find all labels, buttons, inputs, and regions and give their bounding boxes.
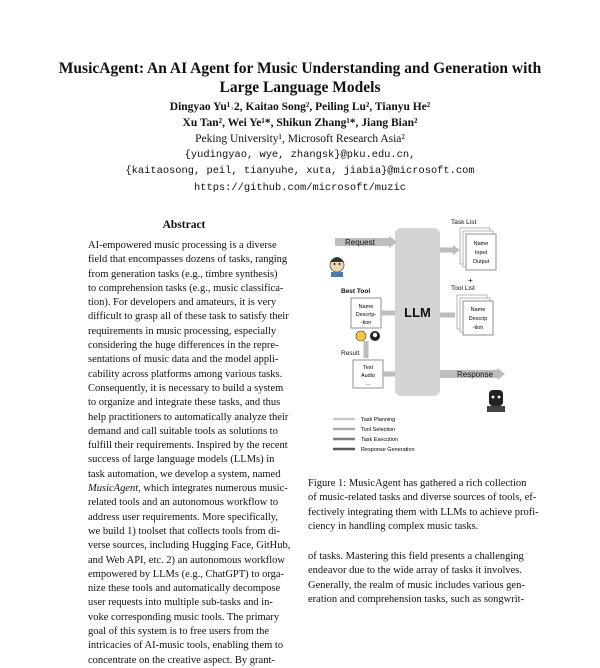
abstract-line: empowered by LLMs (e.g., ChatGPT) to orga- bbox=[88, 568, 285, 580]
legend-task-execution: Task Execution bbox=[361, 437, 398, 443]
authors-line-2: Xu Tan², Wei Ye¹*, Shikun Zhang¹*, Jiang Bian² bbox=[182, 117, 418, 129]
system-name-italic: MusicAgent bbox=[88, 483, 139, 495]
result-more: ... bbox=[365, 381, 371, 387]
title-line-2: Large Language Models bbox=[219, 79, 381, 96]
abstract-line: cability across platforms among various tasks. bbox=[88, 368, 283, 380]
abstract-line: user requests into multiple sub-tasks and in- bbox=[88, 597, 273, 609]
abstract-line: from generation tasks (e.g., timbre synthesis) bbox=[88, 268, 278, 280]
email-line-1: {yudingyao, wye, zhangsk}@pku.edu.cn, bbox=[184, 149, 416, 161]
result-text: Text bbox=[362, 365, 374, 371]
task-list-label: Task List bbox=[451, 219, 477, 226]
abstract-text bbox=[88, 239, 291, 668]
legend-task-planning: Task Planning bbox=[361, 417, 396, 423]
legend bbox=[333, 417, 415, 453]
tool-list-desc: Descrip bbox=[468, 316, 488, 322]
abstract-line: task automation, we develop a system, named bbox=[88, 468, 281, 480]
abstract-line: sentations of music data and the model appli- bbox=[88, 354, 279, 366]
caption-line: ciency in handling complex music tasks. bbox=[308, 520, 479, 532]
abstract-line: to organize and integrate these tasks, and thus bbox=[88, 397, 281, 409]
user-icon bbox=[330, 257, 344, 277]
best-tool-name: Name bbox=[358, 304, 374, 310]
abstract-heading: Abstract bbox=[162, 219, 206, 231]
affiliations: Peking University¹, Microsoft Research Asia² bbox=[195, 133, 405, 145]
agent-icon bbox=[487, 390, 505, 412]
legend-response-generation: Response Generation bbox=[361, 447, 415, 453]
author-block bbox=[0, 99, 600, 179]
abstract-line: demand and call suitable tools as solutions to bbox=[88, 425, 278, 437]
figure-caption bbox=[308, 477, 539, 534]
abstract-line: fulfill their requirements. Inspired by the recent bbox=[88, 440, 288, 452]
response-label: Response bbox=[457, 370, 494, 379]
abstract-line: MusicAgent, which integrates numerous music- bbox=[88, 483, 288, 495]
abstract-line: concentrate on the creative aspect. By grant- bbox=[88, 654, 275, 666]
llm-label: LLM bbox=[404, 305, 431, 320]
huggingface-icon bbox=[356, 331, 366, 341]
figure-1 bbox=[305, 210, 515, 462]
paper-title bbox=[0, 59, 600, 97]
body-line: eration and comprehension tasks, such as songwrit- bbox=[308, 593, 525, 605]
abstract-line: AI-empowered music processing is a diverse bbox=[88, 240, 277, 251]
abstract-line: Consequently, it is necessary to build a system bbox=[88, 382, 284, 394]
body-text bbox=[308, 550, 525, 607]
repo-url[interactable]: https://github.com/microsoft/muzic bbox=[193, 182, 406, 194]
caption-line: fectively integrating them with LLMs to achieve profi- bbox=[308, 506, 539, 518]
best-tool-label: Best Tool bbox=[341, 288, 371, 295]
abstract-line: nize these tools and automatically decompose bbox=[88, 583, 281, 595]
abstract-line: success of large language models (LLMs) in bbox=[88, 454, 275, 466]
caption-line: of music-related tasks and diverse sources of tools, ef- bbox=[308, 492, 537, 504]
plus-sign: + bbox=[468, 276, 473, 285]
body-line: of tasks. Mastering this field presents a challenging bbox=[308, 551, 524, 562]
task-output: Output bbox=[472, 259, 490, 265]
tool-list-desc2: -tion bbox=[472, 325, 484, 331]
abstract-line: and Web API, etc. 2) an autonomous workflow bbox=[88, 554, 285, 566]
abstract-line: verse sources, including Hugging Face, GitHub, bbox=[88, 540, 291, 552]
abstract-line: we build 1) toolset that collects tools from di- bbox=[88, 525, 280, 537]
abstract-line: help practitioners to automatically analyze their bbox=[88, 411, 289, 423]
title-line-1: MusicAgent: An AI Agent for Music Understanding and Generation with bbox=[58, 60, 542, 77]
abstract-line: voke corresponding music tools. The primary bbox=[88, 611, 280, 623]
task-name: Name bbox=[473, 241, 489, 247]
abstract-line: address user requirements. More specifically, bbox=[88, 511, 278, 523]
body-line: endeavor due to the wide array of tasks it involves. bbox=[308, 565, 523, 577]
abstract-line: field that encompasses dozens of tasks, ranging bbox=[88, 254, 288, 266]
tool-list-name: Name bbox=[470, 307, 486, 313]
abstract-line: difficult to grasp all of these task to satisfy their bbox=[88, 311, 289, 323]
abstract-line: intricacies of AI-music tools, enabling them to bbox=[88, 640, 284, 652]
abstract-line: related tools and an autonomous workflow to bbox=[88, 497, 279, 509]
legend-tool-selection: Tool Selection bbox=[361, 427, 396, 433]
result-audio: Audio bbox=[360, 373, 376, 379]
body-line: Generally, the realm of music includes various gen- bbox=[308, 579, 525, 591]
abstract-line: considering the huge differences in the repre- bbox=[88, 340, 279, 352]
authors-line-1: Dingyao Yu¹˒2, Kaitao Song², Peiling Lu², Tianyu He² bbox=[169, 101, 431, 113]
github-icon bbox=[370, 331, 380, 341]
caption-line: Figure 1: MusicAgent has gathered a rich collection bbox=[308, 478, 527, 489]
figure-1-diagram bbox=[305, 210, 515, 462]
request-label: Request bbox=[345, 238, 375, 247]
best-tool-desc2: -tion bbox=[360, 320, 372, 326]
tool-list-label: Tool List bbox=[451, 285, 475, 292]
best-tool-desc: Descrip- bbox=[355, 312, 377, 318]
abstract-line: goal of this system is to free users from the bbox=[88, 626, 270, 638]
result-label: Result bbox=[341, 350, 360, 357]
abstract-line: to comprehension tasks (e.g., music classifica- bbox=[88, 282, 284, 294]
abstract-line: requirements in music processing, especially bbox=[88, 325, 277, 337]
task-input: Input bbox=[474, 250, 488, 256]
email-line-2: {kaitaosong, peil, tianyuhe, xuta, jiabia}@microsoft.com bbox=[125, 165, 475, 177]
abstract-line: tion). For developers and amateurs, it is very bbox=[88, 297, 277, 309]
